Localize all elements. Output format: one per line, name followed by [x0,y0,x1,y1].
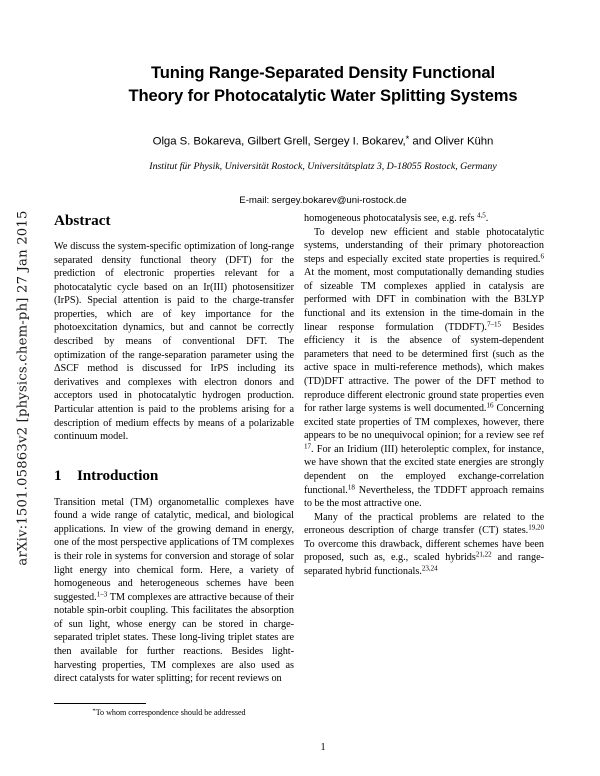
affiliation: Institut für Physik, Universität Rostock, Universitätsplatz 3, D-18055 Rostock, Germany [149,161,497,173]
intro-p1-part-c: . [485,213,489,224]
title-block [46,0,600,206]
corresponding-author-marker: * [405,133,410,145]
intro-p3-part-a: Many of the practical problems are related to the erroneous description of charge transfer (CT) states. [304,511,544,537]
intro-p2-part-c: Besides efficiency it is the absence of system-dependent parameters that need to be determined first (such as the active space in multi-reference methods), which makes (TD)DFT attractive. The power of the DFT method to reproduce different electronic ground state properties even for rather large systems is well documented. [304,321,544,415]
citation-ref-1-3: 1–3 [96,590,108,599]
citation-ref-7-15: 7–15 [486,320,502,329]
section-spacer [54,444,294,467]
paper-page [46,0,600,776]
intro-p1-continuation: homogeneous photocatalysis see, e.g. refs [304,213,477,224]
arxiv-stamp [0,0,46,776]
intro-p1-part-a: Transition metal (TM) organometallic complexes have found a wide range of catalytic, medical, and biological applications. In view of the growing demand in energy, one of the most perspective applications of TM complexes is their role in systems for conversion and storage of solar light energy into chemical form. Here, a variety of homogeneous and heterogeneous schemes have been suggested. [54,496,294,603]
footnote [54,703,294,718]
paper-title-line-1: Tuning Range-Separated Density Functional [150,63,496,82]
citation-ref-17: 17 [304,442,312,451]
intro-p2-part-f: Nevertheless, the TDDFT approach remains to be the most attractive one. [304,484,544,510]
citation-ref-18: 18 [347,482,355,491]
section-number: 1 [54,466,62,484]
intro-p2-part-e: . For an Iridium (III) heteroleptic complex, for instance, we have shown that the excited state energies are strongly dependent on the employed exchange-correlation functional. [304,443,544,496]
citation-ref-6: 6 [540,252,544,261]
intro-p1-part-b: TM complexes are attractive because of their notable spin-orbit coupling. This facilitates the absorption of sun light, whose energy can be stored in charge-separated triplet states. These long-living triplet states are then available for further reactions. Besides light-harvesting properties, TM complexes are also used as direct catalysts for water splitting; for recent reviews on [54,591,294,685]
footnote-rule [54,703,146,704]
citation-ref-4-5: 4,5 [476,211,486,220]
abstract-heading: Abstract [54,212,111,229]
author-names: Olga S. Bokareva, Gilbert Grell, Sergey I. Bokarev, [152,135,406,148]
intro-p2-part-d: Concerning excited state properties of TM complexes, however, there appears to be no unequivocal opinion; for a review see ref [304,403,544,442]
citation-ref-21-22: 21,22 [475,550,492,559]
intro-paragraph-2 [304,226,544,511]
intro-p3-part-c: and range-separated hybrid functionals. [304,552,544,578]
author-list [46,134,600,148]
intro-p3-part-b: To overcome this drawback, different schemes have been proposed, such as, e.g., scaled hybrids [304,538,544,564]
right-column [304,212,544,579]
footnote-body: To whom correspondence should be addressed [95,708,246,717]
page-title [68,62,578,108]
intro-paragraph-3 [304,511,544,579]
citation-ref-23-24: 23,24 [421,564,438,573]
footnote-marker: * [92,707,96,715]
citation-ref-19-20: 19,20 [528,523,544,532]
contact-email: E-mail: sergey.bokarev@uni-rostock.de [239,195,407,207]
intro-p2-part-b: At the moment, most computationally demanding studies of sizeable TM complexes applied in catalysis are performed with DFT in combination with the B3LYP functional and its extension in the time-domain in the linear response formulation (TDDFT). [304,267,544,333]
page-number: 1 [320,742,326,753]
intro-paragraph-1-continued [304,212,544,226]
intro-p2-part-a: To develop new efficient and stable photocatalytic systems, understanding of their primary photoreaction steps and especially excited state properties is required. [304,226,544,265]
footnote-text [54,708,284,718]
citation-ref-16: 16 [486,401,494,410]
arxiv-stamp-text: arXiv:1501.05863v2 [physics.chem-ph] 27 Jan 2015 [15,210,31,566]
author-names-tail: and Oliver Kühn [409,135,494,148]
abstract-paragraph: We discuss the system-specific optimization of long-range separated density functional theory (DFT) for the prediction of electronic properties relevant for a photocatalytic cycle based on an Ir(III) photosensitizer (IrPS). Special attention is paid to the charge-transfer properties, which are of key importance for the photoexcitation dynamics, but and cannot be correctly described by means of conventional DFT. The optimization of the range-separation parameter using the ΔSCF method is discussed for IrPS including its derivatives and complexes with electron donors and acceptors used in photocatalytic hydrogen production. Particular attention is paid to the problems arising for a description of medium effects by means of a polarizable continuum model. [54,241,294,443]
left-column [54,212,294,686]
intro-paragraph-1 [54,496,294,686]
two-column-body [46,212,600,732]
paper-title-line-2: Theory for Photocatalytic Water Splitting Systems [128,85,518,105]
section-title: Introduction [77,466,159,484]
introduction-heading [54,467,294,485]
